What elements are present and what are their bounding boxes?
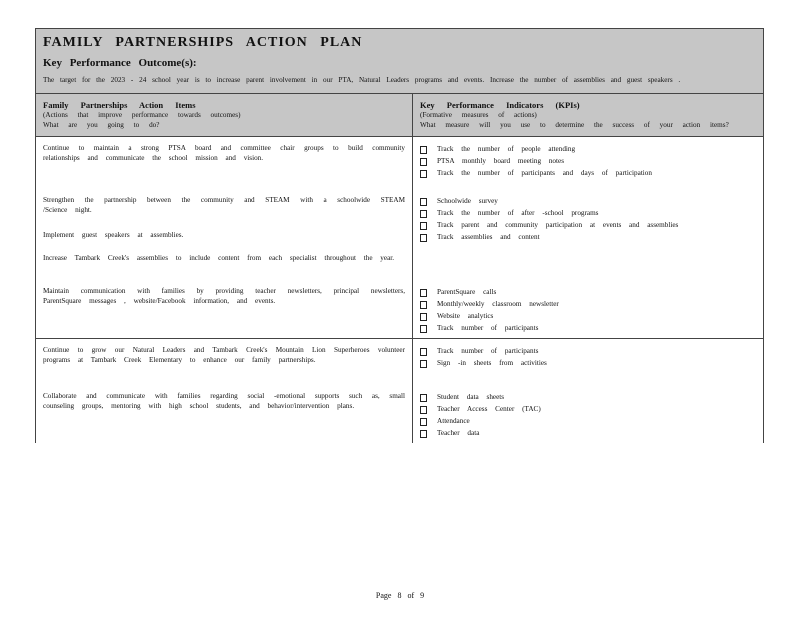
kpi-item xyxy=(420,143,756,155)
checkbox-icon xyxy=(420,418,427,426)
kpi-text: Track number of participants xyxy=(437,347,539,355)
kpi-item xyxy=(420,415,756,427)
kpi-column-header xyxy=(413,94,763,136)
checkbox-icon xyxy=(420,234,427,242)
kpi-group xyxy=(420,195,756,286)
checkbox-icon xyxy=(420,198,427,206)
kpi-text: Track number of participants xyxy=(437,324,539,332)
kpi-item xyxy=(420,403,756,415)
checkbox-icon xyxy=(420,210,427,218)
kpi-item xyxy=(420,286,756,298)
checkbox-icon xyxy=(420,325,427,333)
action-item: Strengthen the partnership between the community and STEAM with a schoolwide STEAM /Science night. xyxy=(43,196,405,214)
action-item: Maintain communication with families by providing teacher newsletters, principal newsletters, ParentSquare messages , website/Facebook information, and events. xyxy=(43,287,405,305)
kpi-item xyxy=(420,207,756,219)
section-1 xyxy=(36,137,763,339)
kpi-question: What measure will you use to determine the success of your action items? xyxy=(420,121,729,129)
page-title: FAMILY PARTNERSHIPS ACTION PLAN xyxy=(43,35,363,50)
kpi-text: Track assemblies and content xyxy=(437,233,540,241)
kpi-group xyxy=(420,143,756,195)
action-item: Continue to grow our Natural Leaders and Tambark Creek's Mountain Lion Superheroes volunteer programs at Tambark Creek Elementary to enhance our family partnerships. xyxy=(43,346,405,364)
checkbox-icon xyxy=(420,313,427,321)
kpi-text: Sign -in sheets from activities xyxy=(437,359,547,367)
section-2 xyxy=(36,339,763,443)
kpi-text: PTSA monthly board meeting notes xyxy=(437,157,565,165)
kpi-item xyxy=(420,345,756,357)
kpi-text: Teacher data xyxy=(437,429,480,437)
kpi-item xyxy=(420,155,756,167)
checkbox-icon xyxy=(420,289,427,297)
section-1-actions xyxy=(36,137,413,338)
checkbox-icon xyxy=(420,430,427,438)
action-item: Implement guest speakers at assemblies. xyxy=(43,231,184,239)
action-item: Collaborate and communicate with families regarding social -emotional supports such as, small counseling groups, mentoring with high school students, and behavior/intervention plans. xyxy=(43,392,405,410)
section-1-kpis xyxy=(413,137,763,338)
kpi-subtitle: (Formative measures of actions) xyxy=(420,111,537,119)
target-text: The target for the 2023 - 24 school year is to increase parent involvement in our PTA, Natural Leaders programs and events. Increase the number of assemblies and guest speakers . xyxy=(43,76,681,84)
kpi-item xyxy=(420,167,756,179)
kpi-title: Key Performance Indicators (KPIs) xyxy=(420,100,580,110)
kpi-text: Attendance xyxy=(437,417,470,425)
checkbox-icon xyxy=(420,146,427,154)
kpi-item xyxy=(420,427,756,439)
kpi-text: Website analytics xyxy=(437,312,494,320)
action-plan-table xyxy=(35,28,764,443)
actions-subtitle: (Actions that improve performance towards outcomes) xyxy=(43,111,241,119)
kpi-item xyxy=(420,231,756,243)
kpi-text: Monthly/weekly classroom newsletter xyxy=(437,300,559,308)
kpi-item xyxy=(420,391,756,403)
action-item: Increase Tambark Creek's assemblies to include content from each specialist throughout the year. xyxy=(43,254,395,262)
page-number: Page 8 of 9 xyxy=(375,591,425,600)
kpi-item xyxy=(420,298,756,310)
section-2-kpis xyxy=(413,339,763,443)
kpi-group xyxy=(420,286,756,334)
kpi-text: Track the number of participants and days of participation xyxy=(437,169,652,177)
kpi-text: Track the number of people attending xyxy=(437,145,576,153)
checkbox-icon xyxy=(420,222,427,230)
kpi-item xyxy=(420,219,756,231)
checkbox-icon xyxy=(420,406,427,414)
column-headers xyxy=(36,93,763,137)
checkbox-icon xyxy=(420,348,427,356)
checkbox-icon xyxy=(420,158,427,166)
kpi-text: Teacher Access Center (TAC) xyxy=(437,405,541,413)
kpi-item xyxy=(420,310,756,322)
actions-column-header xyxy=(36,94,413,136)
kpi-item xyxy=(420,322,756,334)
kpi-text: Student data sheets xyxy=(437,393,505,401)
kpi-text: ParentSquare calls xyxy=(437,288,497,296)
kpo-label: Key Performance Outcome(s): xyxy=(43,57,197,69)
kpi-item xyxy=(420,195,756,207)
plan-header xyxy=(36,29,763,93)
checkbox-icon xyxy=(420,301,427,309)
kpi-text: Schoolwide survey xyxy=(437,197,498,205)
checkbox-icon xyxy=(420,170,427,178)
actions-question: What are you going to do? xyxy=(43,121,160,129)
actions-title: Family Partnerships Action Items xyxy=(43,100,196,110)
kpi-text: Track parent and community participation at events and assemblies xyxy=(437,221,679,229)
kpi-group xyxy=(420,391,756,439)
kpi-item xyxy=(420,357,756,369)
checkbox-icon xyxy=(420,360,427,368)
action-item: Continue to maintain a strong PTSA board and committee chair groups to build community relationships and communicate the school mission and vision. xyxy=(43,144,405,162)
section-2-actions xyxy=(36,339,413,443)
kpi-text: Track the number of after -school programs xyxy=(437,209,599,217)
checkbox-icon xyxy=(420,394,427,402)
kpi-group xyxy=(420,345,756,391)
